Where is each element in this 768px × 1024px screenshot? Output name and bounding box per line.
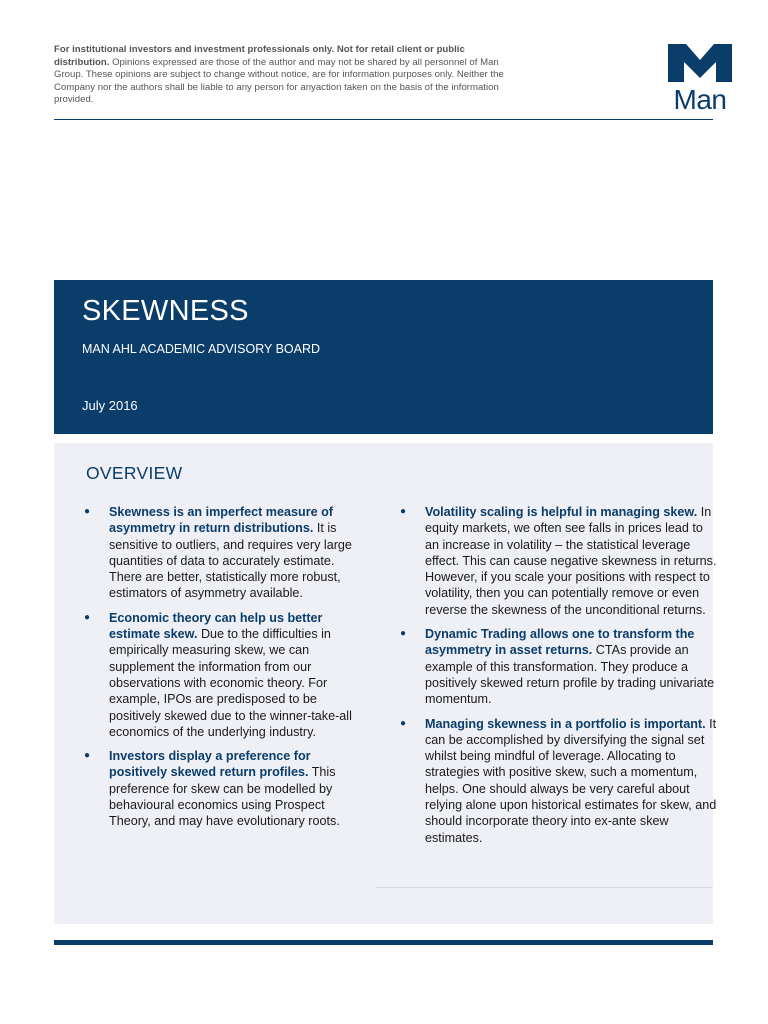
item-body: In equity markets, we often see falls in prices lead to an increase in volatility – the statistical leverage effect. This can cause negative skewness in returns. However, if you scale your positions with respect to volatility, then you can potentially remove or even reverse the skewness of the unconditional returns. bbox=[425, 505, 717, 617]
item-body: It is sensitive to outliers, and requires very large quantities of data to accurately estimate. There are better, statistically more robust, estimators of asymmetry available. bbox=[109, 521, 352, 601]
publication-date: July 2016 bbox=[82, 398, 138, 413]
overview-right-column bbox=[400, 504, 718, 854]
list-item bbox=[400, 504, 718, 618]
item-lead: Skewness is an imperfect measure of asymmetry in return distributions. bbox=[109, 505, 333, 536]
bullet-icon: ● bbox=[400, 506, 407, 517]
item-lead: Dynamic Trading allows one to transform the asymmetry in asset returns. bbox=[425, 627, 695, 658]
item-body: Due to the difficulties in empirically measuring skew, we can supplement the information from our observations with economic theory. For example, IPOs are predisposed to be positively skewed due to the winner-take-all economics of the underlying industry. bbox=[109, 627, 352, 739]
overview-left-column bbox=[84, 504, 354, 838]
right-column-rule bbox=[376, 887, 713, 888]
item-lead: Investors display a preference for positively skewed return profiles. bbox=[109, 749, 311, 780]
list-item bbox=[400, 716, 718, 846]
bullet-icon: ● bbox=[400, 628, 407, 640]
title-banner bbox=[54, 280, 713, 434]
item-lead: Volatility scaling is helpful in managing skew. bbox=[425, 505, 698, 519]
item-lead: Economic theory can help us better estimate skew. bbox=[109, 610, 323, 642]
disclaimer-text: Opinions expressed are those of the author and may not be shared by all personnel of Man Group. These opinions are subject to change without notice, are for information purposes only. Neither the Company nor the authors shall be liable to any person for anyaction taken on the basis of the information provided. bbox=[54, 56, 504, 106]
header-rule bbox=[54, 119, 713, 120]
disclaimer-bold: For institutional investors and investment professionals only. Not for retail client or public distribution. bbox=[54, 44, 465, 68]
bullet-icon: ● bbox=[84, 506, 91, 517]
logo-m-mark bbox=[668, 44, 732, 84]
item-body: CTAs provide an example of this transformation. They produce a positively skewed return profile by trading univariate momentum. bbox=[425, 643, 715, 707]
page-subtitle: MAN AHL ACADEMIC ADVISORY BOARD bbox=[82, 342, 321, 356]
item-lead: Managing skewness in a portfolio is important. bbox=[425, 716, 706, 731]
list-item bbox=[400, 626, 718, 707]
bullet-icon: ● bbox=[84, 750, 91, 762]
overview-heading: OVERVIEW bbox=[86, 463, 183, 483]
overview-section bbox=[54, 443, 717, 924]
page-title: SKEWNESS bbox=[82, 295, 249, 327]
footer-bar bbox=[54, 940, 713, 945]
bullet-icon: ● bbox=[84, 611, 91, 623]
item-body: This preference for skew can be modelled by behavioural economics using Prospect Theory, and may have evolutionary roots. bbox=[109, 765, 340, 829]
logo-text: Man bbox=[673, 84, 727, 115]
list-item bbox=[84, 610, 354, 740]
man-group-logo-icon bbox=[668, 44, 732, 114]
bullet-icon: ● bbox=[400, 717, 407, 729]
list-item bbox=[84, 504, 354, 602]
disclaimer bbox=[54, 44, 504, 107]
list-item bbox=[84, 748, 354, 829]
item-body: It can be accomplished by diversifying the signal set whilst being mindful of leverage. Allocating to strategies with positive skew, such a momentum, helps. One should always be very careful about relying alone upon historical estimates for skew, and should incorporate theory into ex-ante skew estimates. bbox=[425, 716, 717, 845]
